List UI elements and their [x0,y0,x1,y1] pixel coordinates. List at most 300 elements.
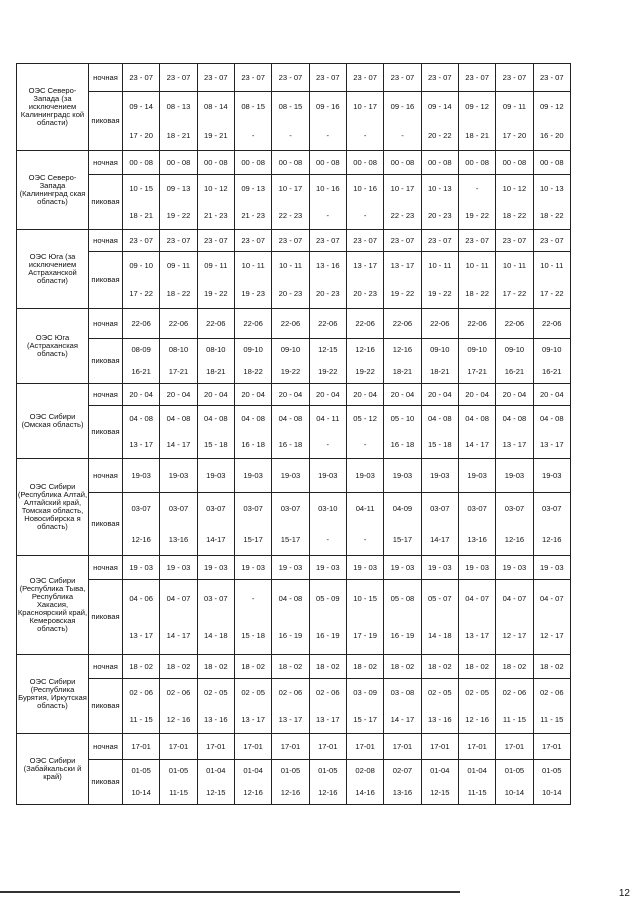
peak-hours-second: 15-17 [280,534,301,544]
night-hours-cell: 18 - 02 [160,655,197,679]
region-peak-row [17,580,571,655]
peak-hours-cell [272,92,309,151]
night-hours-cell: 23 - 07 [197,230,234,252]
peak-hours-second: 15 - 18 [427,440,452,450]
night-hours-cell: 22-06 [346,309,383,339]
night-label: ночная [89,655,123,679]
peak-hours-second: 18 - 22 [539,210,564,220]
peak-hours-cell [160,92,197,151]
night-hours-cell: 23 - 07 [234,230,271,252]
peak-hours-cell [458,580,495,655]
night-hours-cell: 23 - 07 [533,230,570,252]
peak-hours-second: - [326,130,330,140]
night-hours-cell: 20 - 04 [346,384,383,406]
peak-hours-first: 09 - 16 [390,101,415,111]
night-hours-cell: 00 - 08 [458,151,495,175]
bottom-rule [0,891,460,893]
peak-hours-first: 04 - 08 [129,414,153,424]
peak-hours-cell [533,406,570,459]
night-hours-cell: 18 - 02 [384,655,421,679]
night-hours-cell: 20 - 04 [496,384,533,406]
night-hours-cell: 20 - 04 [197,384,234,406]
peak-hours-first: 05 - 10 [390,414,415,424]
peak-hours-second: 12-16 [131,534,151,544]
peak-hours-cell [384,175,421,230]
peak-hours-second: 12-15 [206,788,226,798]
night-hours-cell: 23 - 07 [458,230,495,252]
peak-hours-second: 21 - 23 [203,210,228,220]
peak-hours-cell [309,92,346,151]
night-hours-cell: 00 - 08 [496,151,533,175]
peak-hours-cell [197,252,234,309]
peak-hours-second: 12-16 [504,534,525,544]
peak-hours-second: - [326,534,330,544]
night-hours-cell: 22-06 [421,309,458,339]
peak-hours-cell [272,339,309,384]
peak-hours-first: 03-07 [206,503,226,513]
peak-hours-second: 19 - 22 [390,289,415,299]
peak-hours-second: 12-16 [542,534,562,544]
peak-hours-cell [384,580,421,655]
peak-hours-first: 02 - 06 [502,687,527,697]
peak-hours-first: 03 - 08 [390,687,415,697]
peak-hours-second: 16 - 18 [390,440,415,450]
peak-hours-first: 10 - 12 [203,183,228,193]
night-hours-cell: 20 - 04 [421,384,458,406]
peak-hours-first: 09-10 [504,345,525,355]
night-label: ночная [89,230,123,252]
night-hours-cell: 18 - 02 [458,655,495,679]
peak-hours-cell [458,252,495,309]
peak-hours-first: 04 - 06 [129,593,153,603]
night-hours-cell: 18 - 02 [346,655,383,679]
peak-hours-cell [458,339,495,384]
peak-hours-cell [458,760,495,805]
region-peak-row [17,175,571,230]
peak-hours-cell [421,175,458,230]
peak-hours-first: 01-05 [504,766,525,776]
peak-hours-cell [346,760,383,805]
night-hours-cell: 19 - 03 [458,556,495,580]
night-hours-cell: 23 - 07 [421,64,458,92]
night-hours-cell: 18 - 02 [123,655,160,679]
night-hours-cell: 00 - 08 [160,151,197,175]
night-hours-cell: 23 - 07 [272,64,309,92]
night-hours-cell: 17-01 [384,734,421,760]
peak-hours-cell [421,493,458,556]
peak-hours-first: 01-05 [318,766,338,776]
peak-hours-cell [160,175,197,230]
peak-hours-cell [458,175,495,230]
peak-hours-cell [421,92,458,151]
night-hours-cell: 17-01 [421,734,458,760]
peak-hours-second: 18-22 [243,367,263,377]
peak-hours-cell [346,339,383,384]
peak-hours-first: 10 - 13 [427,183,452,193]
peak-hours-second: 12 - 16 [166,714,191,724]
peak-hours-cell [384,679,421,734]
night-hours-cell: 17-01 [533,734,570,760]
peak-hours-second: 17-21 [168,367,189,377]
peak-hours-first: 02 - 05 [203,687,228,697]
night-label: ночная [89,64,123,92]
peak-hours-cell [272,175,309,230]
peak-hours-cell [272,580,309,655]
peak-hours-first: 13 - 17 [353,261,377,271]
peak-hours-second: 16 - 18 [241,440,265,450]
peak-hours-first: 08 - 13 [166,101,191,111]
peak-hours-second: 17 - 19 [353,630,377,640]
peak-hours-cell [123,252,160,309]
night-hours-cell: 19-03 [421,459,458,493]
peak-hours-first: 04 - 08 [203,414,228,424]
night-hours-cell: 23 - 07 [384,64,421,92]
peak-hours-first: 10 - 11 [428,261,452,271]
peak-hours-cell [234,175,271,230]
peak-hours-cell [309,406,346,459]
peak-hours-cell [197,175,234,230]
peak-hours-cell [496,760,533,805]
night-hours-cell: 18 - 02 [197,655,234,679]
peak-hours-first: 12-16 [355,345,375,355]
peak-hours-first: 09 - 11 [166,261,191,271]
peak-hours-first: 10 - 15 [129,183,153,193]
night-hours-cell: 22-06 [533,309,570,339]
peak-hours-cell [309,760,346,805]
peak-hours-first: 08 - 15 [241,101,265,111]
peak-hours-second: 11-15 [169,788,188,798]
peak-hours-second: 16-21 [504,367,525,377]
peak-hours-cell [458,493,495,556]
peak-hours-first: 10 - 11 [241,261,265,271]
peak-label: пиковая [89,679,123,734]
peak-hours-first: 09 - 12 [465,101,489,111]
peak-hours-second: 17 - 20 [502,130,527,140]
night-hours-cell: 00 - 08 [309,151,346,175]
peak-hours-cell [123,339,160,384]
night-hours-cell: 20 - 04 [123,384,160,406]
night-hours-cell: 19 - 03 [160,556,197,580]
night-hours-cell: 20 - 04 [384,384,421,406]
peak-hours-first: 08 - 15 [278,101,303,111]
peak-hours-cell [384,760,421,805]
peak-hours-second: 18 - 22 [166,289,191,299]
peak-hours-cell [421,679,458,734]
peak-hours-first: 04 - 08 [465,414,489,424]
peak-hours-second: 16 - 19 [315,630,340,640]
night-hours-cell: 19 - 03 [272,556,309,580]
night-hours-cell: 19-03 [234,459,271,493]
peak-hours-first: 04 - 08 [166,414,191,424]
peak-hours-first: 04-11 [355,503,375,513]
peak-label: пиковая [89,406,123,459]
peak-hours-second: 12-16 [243,788,263,798]
night-hours-cell: 18 - 02 [309,655,346,679]
peak-hours-first: 10 - 17 [390,183,415,193]
peak-hours-first: 09 - 14 [427,101,452,111]
peak-hours-second: 13 - 16 [203,714,228,724]
peak-hours-second: 12 - 17 [502,630,527,640]
night-label: ночная [89,556,123,580]
peak-hours-second: 18 - 22 [502,210,527,220]
peak-hours-first: 02-07 [392,766,413,776]
peak-hours-first: 05 - 09 [315,593,340,603]
peak-hours-first: 01-05 [131,766,151,776]
peak-hours-cell [496,175,533,230]
peak-hours-second: 20 - 23 [427,210,452,220]
peak-hours-first: 02 - 05 [241,687,265,697]
region-peak-row [17,760,571,805]
peak-hours-first: 02 - 06 [166,687,191,697]
night-hours-cell: 17-01 [123,734,160,760]
night-hours-cell: 22-06 [458,309,495,339]
peak-hours-cell [309,580,346,655]
region-name: ОЭС Юга (Астраханская область) [17,309,89,384]
peak-hours-second: 13 - 16 [427,714,452,724]
peak-hours-first: 10 - 17 [278,183,303,193]
night-hours-cell: 17-01 [309,734,346,760]
night-hours-cell: 17-01 [346,734,383,760]
peak-hours-first: 02 - 06 [278,687,303,697]
peak-hours-second: 13 - 17 [129,630,153,640]
peak-hours-second: 18 - 21 [465,130,489,140]
peak-hours-first: - [251,593,255,603]
night-hours-cell: 19 - 03 [197,556,234,580]
peak-hours-cell [346,252,383,309]
peak-hours-cell [160,252,197,309]
peak-label: пиковая [89,175,123,230]
night-hours-cell: 18 - 02 [272,655,309,679]
peak-hours-second: 14-17 [430,534,450,544]
night-hours-cell: 23 - 07 [272,230,309,252]
peak-hours-first: 03 - 07 [203,593,228,603]
peak-hours-first: 10 - 11 [465,261,489,271]
peak-hours-cell [496,252,533,309]
region-night-row [17,734,571,760]
night-hours-cell: 00 - 08 [234,151,271,175]
peak-hours-first: 10 - 11 [278,261,303,271]
night-hours-cell: 18 - 02 [533,655,570,679]
night-hours-cell: 23 - 07 [458,64,495,92]
peak-hours-second: 18 - 21 [129,210,153,220]
peak-hours-second: 13 - 17 [278,714,303,724]
peak-hours-first: 04 - 08 [278,414,303,424]
peak-hours-first: 09-10 [467,345,487,355]
peak-hours-first: 09 - 13 [166,183,191,193]
night-hours-cell: 00 - 08 [272,151,309,175]
peak-hours-cell [421,339,458,384]
peak-hours-first: 02-08 [355,766,375,776]
peak-hours-first: 09-10 [243,345,263,355]
peak-hours-cell [533,760,570,805]
peak-hours-second: 14 - 17 [166,440,191,450]
peak-hours-second: 17 - 20 [129,130,153,140]
region-night-row [17,151,571,175]
peak-hours-cell [160,580,197,655]
night-hours-cell: 19-03 [384,459,421,493]
peak-hours-cell [123,406,160,459]
peak-hours-cell [309,679,346,734]
peak-hours-second: 19 - 22 [465,210,489,220]
region-night-row [17,64,571,92]
peak-hours-first: 02 - 06 [539,687,564,697]
peak-hours-cell [421,406,458,459]
peak-label: пиковая [89,339,123,384]
peak-hours-cell [458,406,495,459]
peak-hours-first: 03 - 09 [353,687,377,697]
peak-hours-first: 03-10 [318,503,338,513]
peak-hours-second: 18 - 22 [465,289,489,299]
peak-hours-first: 09-10 [542,345,562,355]
peak-hours-cell [533,175,570,230]
region-name: ОЭС Северо-Запада (за исключением Калининградс кой области) [17,64,89,151]
peak-hours-first: 03-07 [280,503,301,513]
night-hours-cell: 19-03 [123,459,160,493]
peak-hours-cell [197,760,234,805]
peak-hours-first: 09 - 10 [129,261,153,271]
region-peak-row [17,406,571,459]
peak-hours-second: 15 - 17 [353,714,377,724]
peak-hours-cell [197,406,234,459]
peak-hours-cell [496,679,533,734]
night-hours-cell: 23 - 07 [533,64,570,92]
night-hours-cell: 18 - 02 [421,655,458,679]
peak-hours-cell [533,252,570,309]
night-hours-cell: 17-01 [160,734,197,760]
night-hours-cell: 22-06 [272,309,309,339]
peak-hours-cell [272,406,309,459]
peak-hours-cell [533,339,570,384]
peak-hours-second: 19-22 [318,367,338,377]
peak-hours-second: 13 - 17 [315,714,340,724]
peak-hours-cell [384,92,421,151]
peak-hours-second: 16 - 20 [539,130,564,140]
night-hours-cell: 22-06 [496,309,533,339]
peak-hours-cell [234,406,271,459]
region-peak-row [17,339,571,384]
peak-hours-cell [197,339,234,384]
peak-hours-cell [160,679,197,734]
peak-hours-cell [272,679,309,734]
peak-hours-first: 02 - 05 [427,687,452,697]
peak-hours-first: 04 - 11 [316,414,340,424]
peak-hours-second: 19 - 22 [427,289,452,299]
peak-hours-second: 19-22 [280,367,301,377]
night-hours-cell: 22-06 [234,309,271,339]
night-hours-cell: 19-03 [272,459,309,493]
peak-hours-second: 12 - 17 [539,630,564,640]
night-hours-cell: 00 - 08 [533,151,570,175]
peak-hours-cell [272,760,309,805]
schedule-table [16,63,571,805]
night-hours-cell: 19-03 [309,459,346,493]
peak-hours-second: 14 - 17 [166,630,191,640]
peak-hours-first: 01-05 [542,766,562,776]
peak-hours-cell [421,580,458,655]
peak-hours-cell [197,679,234,734]
night-hours-cell: 18 - 02 [496,655,533,679]
peak-hours-second: 13 - 17 [129,440,153,450]
peak-hours-cell [234,679,271,734]
peak-hours-second: - [363,440,367,450]
peak-hours-first: 04 - 08 [427,414,452,424]
peak-hours-second: - [251,130,255,140]
peak-hours-second: 17 - 22 [129,289,153,299]
night-hours-cell: 00 - 08 [421,151,458,175]
peak-hours-first: 10 - 15 [353,593,377,603]
peak-hours-cell [160,760,197,805]
peak-hours-second: 18-21 [206,367,226,377]
peak-hours-first: 10 - 12 [502,183,527,193]
peak-hours-cell [160,406,197,459]
peak-hours-second: 13-16 [467,534,487,544]
peak-hours-cell [272,252,309,309]
peak-hours-second: 20 - 23 [353,289,377,299]
peak-hours-cell [421,760,458,805]
region-name: ОЭС Сибири (Республика Тыва, Республика Хакасия, Красноярский край, Кемеровская область) [17,556,89,655]
night-hours-cell: 22-06 [309,309,346,339]
peak-hours-second: 19-22 [355,367,375,377]
peak-hours-second: 14 - 17 [390,714,415,724]
peak-hours-second: 15-17 [243,534,263,544]
peak-hours-second: 11 - 15 [502,714,526,724]
peak-hours-cell [384,252,421,309]
peak-hours-first: 13 - 17 [390,261,415,271]
region-name: ОЭС Юга (за исключением Астраханской области) [17,230,89,309]
peak-hours-first: 03-07 [542,503,562,513]
peak-hours-first: 04 - 08 [502,414,527,424]
peak-hours-first: 10 - 11 [502,261,526,271]
night-hours-cell: 19-03 [496,459,533,493]
peak-hours-second: 16-21 [131,367,151,377]
region-peak-row [17,252,571,309]
peak-hours-first: 02 - 05 [465,687,489,697]
peak-hours-second: - [326,440,330,450]
peak-hours-second: 13 - 17 [465,630,489,640]
night-hours-cell: 23 - 07 [496,230,533,252]
peak-hours-cell [234,580,271,655]
peak-hours-second: 19 - 21 [203,130,228,140]
night-hours-cell: 20 - 04 [533,384,570,406]
peak-hours-first: 03-07 [504,503,525,513]
peak-hours-second: 12-15 [430,788,450,798]
peak-hours-cell [234,493,271,556]
region-name: ОЭС Сибири (Омская область) [17,384,89,459]
peak-hours-first: 10 - 17 [353,101,377,111]
peak-hours-first: 04-09 [392,503,413,513]
peak-hours-cell [346,406,383,459]
night-hours-cell: 23 - 07 [234,64,271,92]
peak-hours-cell [533,679,570,734]
peak-hours-cell [346,679,383,734]
peak-hours-second: 16-21 [542,367,562,377]
peak-hours-first: - [475,183,479,193]
peak-hours-first: 04 - 07 [502,593,527,603]
peak-hours-first: 09-10 [430,345,450,355]
peak-hours-first: 08-10 [168,345,189,355]
peak-hours-cell [496,406,533,459]
night-hours-cell: 23 - 07 [123,230,160,252]
peak-hours-cell [234,339,271,384]
peak-hours-second: 22 - 23 [278,210,303,220]
night-hours-cell: 23 - 07 [160,230,197,252]
night-hours-cell: 19-03 [197,459,234,493]
region-night-row [17,459,571,493]
peak-hours-cell [384,339,421,384]
peak-hours-second: 12 - 16 [465,714,489,724]
night-hours-cell: 23 - 07 [309,64,346,92]
peak-hours-second: 17 - 22 [539,289,564,299]
